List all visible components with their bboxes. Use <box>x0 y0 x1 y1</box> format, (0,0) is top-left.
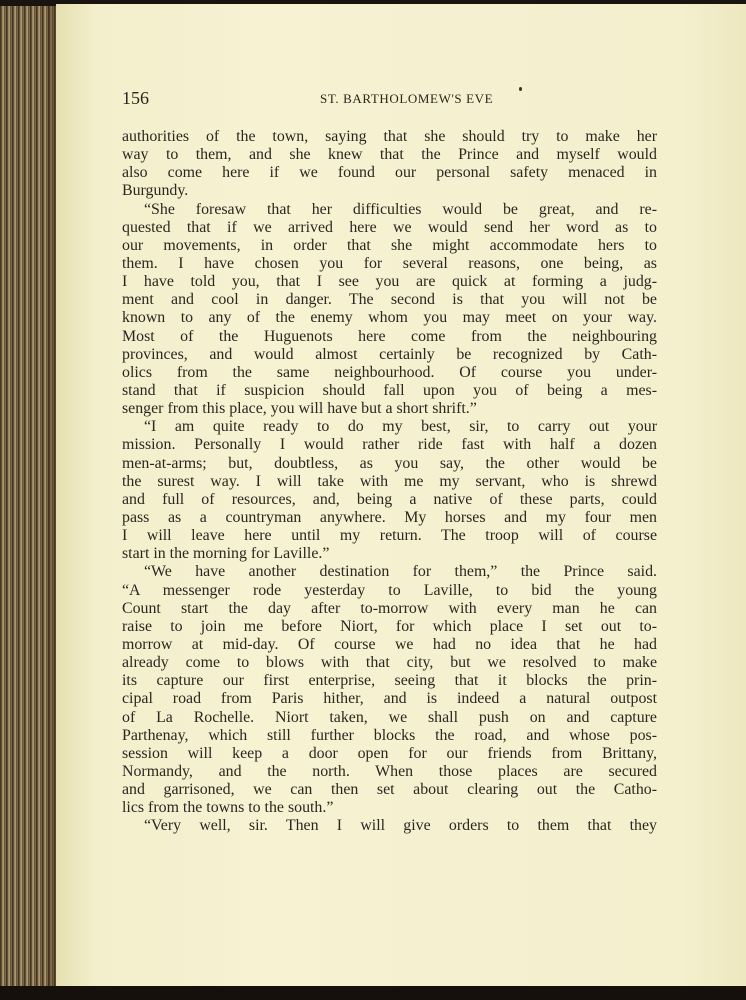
text-line: and garrisoned, we can then set about clearing out the Catho- <box>122 781 657 799</box>
text-line: them. I have chosen you for several reasons, one being, as <box>122 254 657 272</box>
page-number: 156 <box>122 88 149 108</box>
text-line: “She foresaw that her difficulties would be great, and re- <box>144 200 657 218</box>
text-line: pass as a countryman anywhere. My horses and my four men <box>122 508 657 526</box>
text-line: men-at-arms; but, doubtless, as you say, the other would be <box>122 454 657 472</box>
bottom-shadow <box>0 986 746 1000</box>
text-line: authorities of the town, saying that she should try to make her <box>122 128 657 145</box>
body-text <box>122 128 657 835</box>
text-line: I will leave here until my return. The troop will of course <box>122 527 657 545</box>
text-line: Parthenay, which still further blocks the road, and whose pos- <box>122 726 657 744</box>
running-head: ST. BARTHOLOMEW'S EVE <box>320 91 494 106</box>
text-line: the surest way. I will take with me my servant, who is shrewd <box>122 472 657 490</box>
text-line: Most of the Huguenots here come from the neighbouring <box>122 327 657 345</box>
text-line: known to any of the enemy whom you may meet on your way. <box>122 309 657 327</box>
text-line: Count start the day after to-morrow with every man he can <box>122 599 657 617</box>
text-line: “We have another destination for them,” the Prince said. <box>144 563 657 581</box>
text-line: session will keep a door open for our friends from Brittany, <box>122 744 657 762</box>
text-line: its capture our first enterprise, seeing that it blocks the prin- <box>122 672 657 690</box>
text-line: also come here if we found our personal safety menaced in <box>122 164 657 182</box>
text-line: morrow at mid-day. Of course we had no idea that he had <box>122 635 657 653</box>
text-line: Normandy, and the north. When those places are secured <box>122 762 657 780</box>
text-line: raise to join me before Niort, for which place I set out to- <box>122 617 657 635</box>
page-edges <box>0 6 58 990</box>
text-line: I have told you, that I see you are quick at forming a judg- <box>122 273 657 291</box>
ink-speck <box>519 87 522 91</box>
page-header <box>122 88 657 110</box>
text-line: senger from this place, you will have but a short shrift.” <box>122 400 477 418</box>
text-line: Burgundy. <box>122 182 189 200</box>
text-line: quested that if we arrived here we would send her word as to <box>122 218 657 236</box>
text-line: “Very well, sir. Then I will give orders to them that they <box>144 817 657 835</box>
text-line: mission. Personally I would rather ride fast with half a dozen <box>122 436 657 454</box>
text-line: lics from the towns to the south.” <box>122 799 334 817</box>
text-line: and full of resources, and, being a native of these parts, could <box>122 490 657 508</box>
text-line: our movements, in order that she might accommodate hers to <box>122 236 657 254</box>
text-line: cipal road from Paris hither, and is indeed a natural outpost <box>122 690 657 708</box>
text-line: “A messenger rode yesterday to Laville, to bid the young <box>122 581 657 599</box>
text-line: provinces, and would almost certainly be recognized by Cath- <box>122 345 657 363</box>
text-line: “I am quite ready to do my best, sir, to carry out your <box>144 418 657 436</box>
text-line: ment and cool in danger. The second is that you will not be <box>122 291 657 309</box>
text-line: way to them, and she knew that the Prince and myself would <box>122 146 657 164</box>
text-line: of La Rochelle. Niort taken, we shall push on and capture <box>122 708 657 726</box>
text-line: olics from the same neighbourhood. Of course you under- <box>122 363 657 381</box>
text-line: start in the morning for Laville.” <box>122 545 330 563</box>
text-line: already come to blows with that city, but we resolved to make <box>122 654 657 672</box>
text-line: stand that if suspicion should fall upon you of being a mes- <box>122 381 657 399</box>
